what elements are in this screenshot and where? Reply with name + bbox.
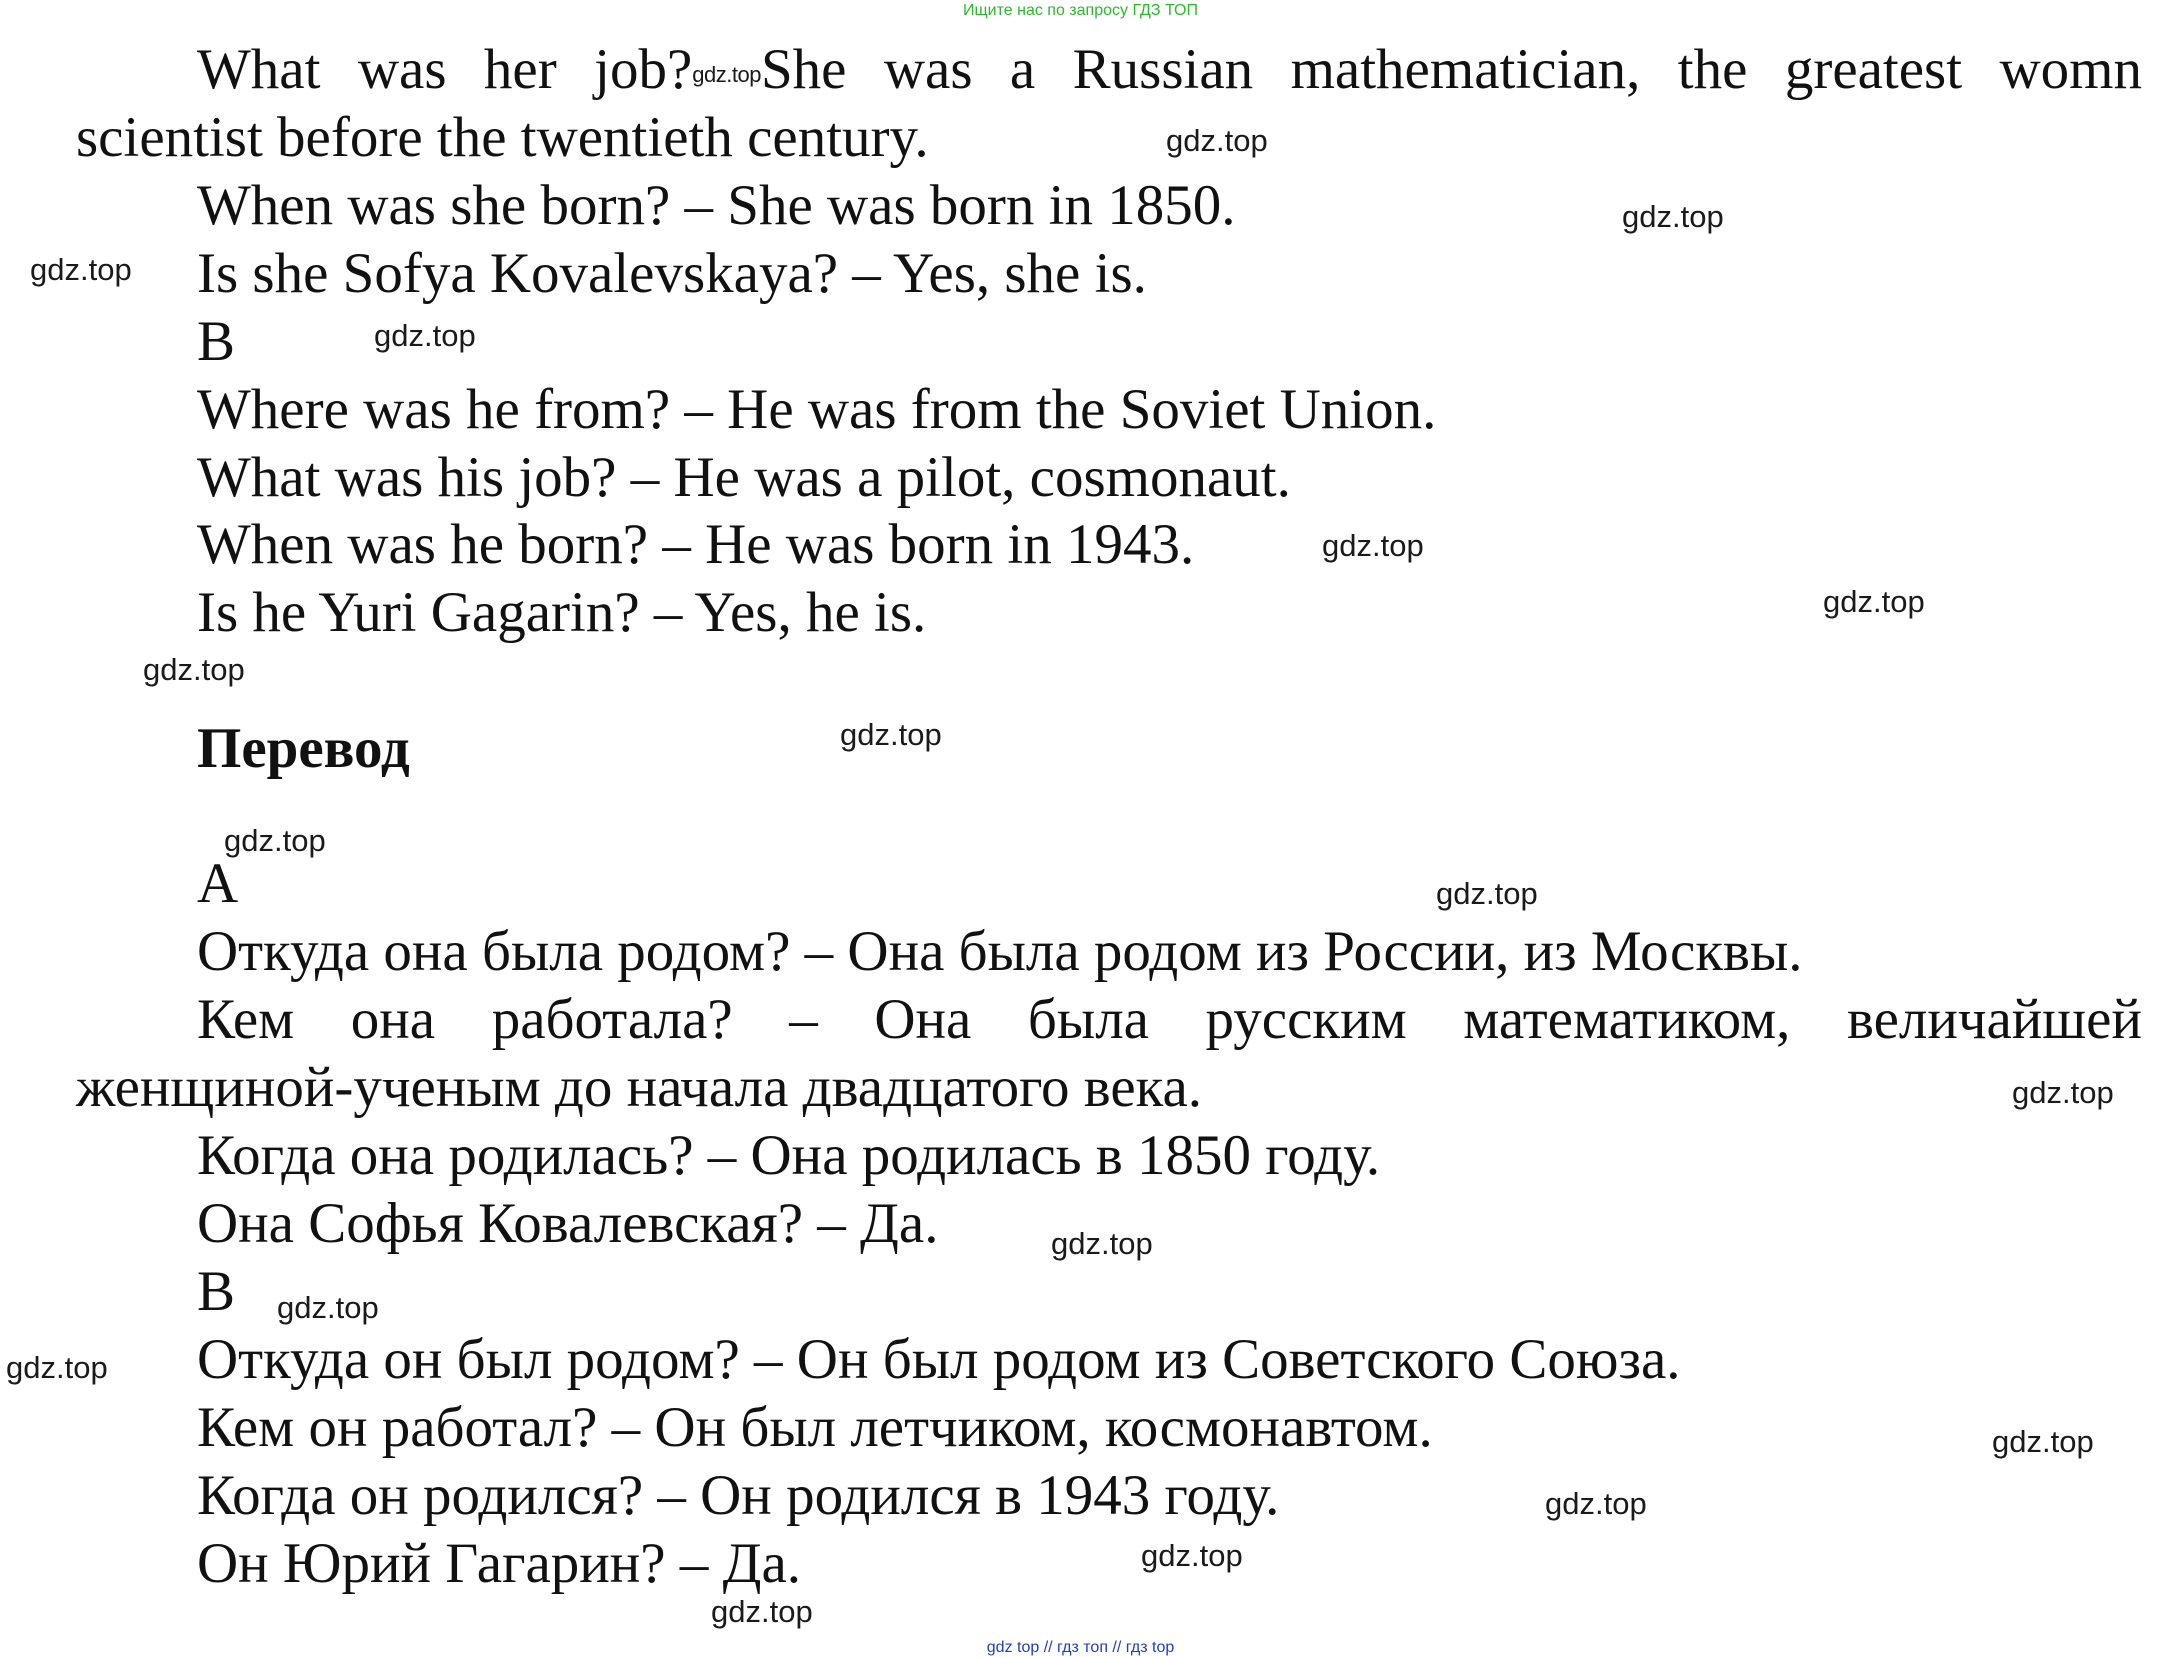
translation-label-b: B xyxy=(197,1260,236,1323)
watermark: gdz.top xyxy=(1545,1486,1647,1521)
watermark: gdz.top xyxy=(277,1290,379,1325)
english-where-he: Where was he from? – He was from the Soviet Union. xyxy=(197,378,1437,441)
watermark: gdz.top xyxy=(1823,584,1925,619)
english-job-answer-part1: She was a Russian mathematician, the greatest womn xyxy=(760,38,2142,101)
watermark: gdz.top xyxy=(1622,199,1724,234)
english-label-b: B xyxy=(197,310,236,373)
watermark: gdz.top xyxy=(1992,1424,2094,1459)
watermark: gdz.top xyxy=(6,1350,108,1385)
translation-job-her-part1: Кем она работала? – Она была русским математиком, величайшей xyxy=(197,988,2142,1051)
watermark: gdz.top xyxy=(1051,1226,1153,1261)
english-is-yuri: Is he Yuri Gagarin? – Yes, he is. xyxy=(197,581,927,644)
watermark: gdz.top xyxy=(224,823,326,858)
english-born-his: When was he born? – He was born in 1943. xyxy=(197,513,1195,576)
watermark: gdz.top xyxy=(711,1594,813,1629)
translation-job-his: Кем он работал? – Он был летчиком, космонавтом. xyxy=(197,1396,1433,1459)
english-job-question: What was her job? xyxy=(197,38,693,101)
watermark: gdz.top xyxy=(1166,123,1268,158)
english-born-her: When was she born? – She was born in 1850. xyxy=(197,174,1236,237)
translation-job-her-part2: женщиной-ученым до начала двадцатого века. xyxy=(76,1056,1203,1119)
translation-label-a: A xyxy=(197,852,239,915)
watermark: gdz.top xyxy=(143,652,245,687)
english-is-sofya: Is she Sofya Kovalevskaya? – Yes, she is. xyxy=(197,242,1147,305)
top-banner: Ищите нас по запросу ГДЗ ТОП xyxy=(963,2,1198,19)
watermark: gdz.top xyxy=(374,318,476,353)
english-job-question-line xyxy=(197,36,2142,109)
translation-where-she: Откуда она была родом? – Она была родом из России, из Москвы. xyxy=(197,920,1803,983)
bottom-banner: gdz top // гдз топ // гдз top xyxy=(986,1639,1175,1656)
translation-is-yuri: Он Юрий Гагарин? – Да. xyxy=(197,1532,802,1595)
watermark: gdz.top xyxy=(1322,528,1424,563)
translation-heading: Перевод xyxy=(197,717,410,780)
watermark-inline: gdz.top xyxy=(692,61,761,87)
watermark: gdz.top xyxy=(840,717,942,752)
translation-where-he: Откуда он был родом? – Он был родом из Советского Союза. xyxy=(197,1328,1681,1391)
watermark: gdz.top xyxy=(2012,1075,2114,1110)
english-job-answer-part2: scientist before the twentieth century. xyxy=(76,106,929,169)
watermark: gdz.top xyxy=(1436,876,1538,911)
translation-born-his: Когда он родился? – Он родился в 1943 году. xyxy=(197,1464,1280,1527)
english-job-his: What was his job? – He was a pilot, cosmonaut. xyxy=(197,446,1291,509)
watermark: gdz.top xyxy=(30,252,132,287)
translation-born-her: Когда она родилась? – Она родилась в 1850 году. xyxy=(197,1124,1381,1187)
translation-is-sofya: Она Софья Ковалевская? – Да. xyxy=(197,1192,939,1255)
watermark: gdz.top xyxy=(1141,1538,1243,1573)
